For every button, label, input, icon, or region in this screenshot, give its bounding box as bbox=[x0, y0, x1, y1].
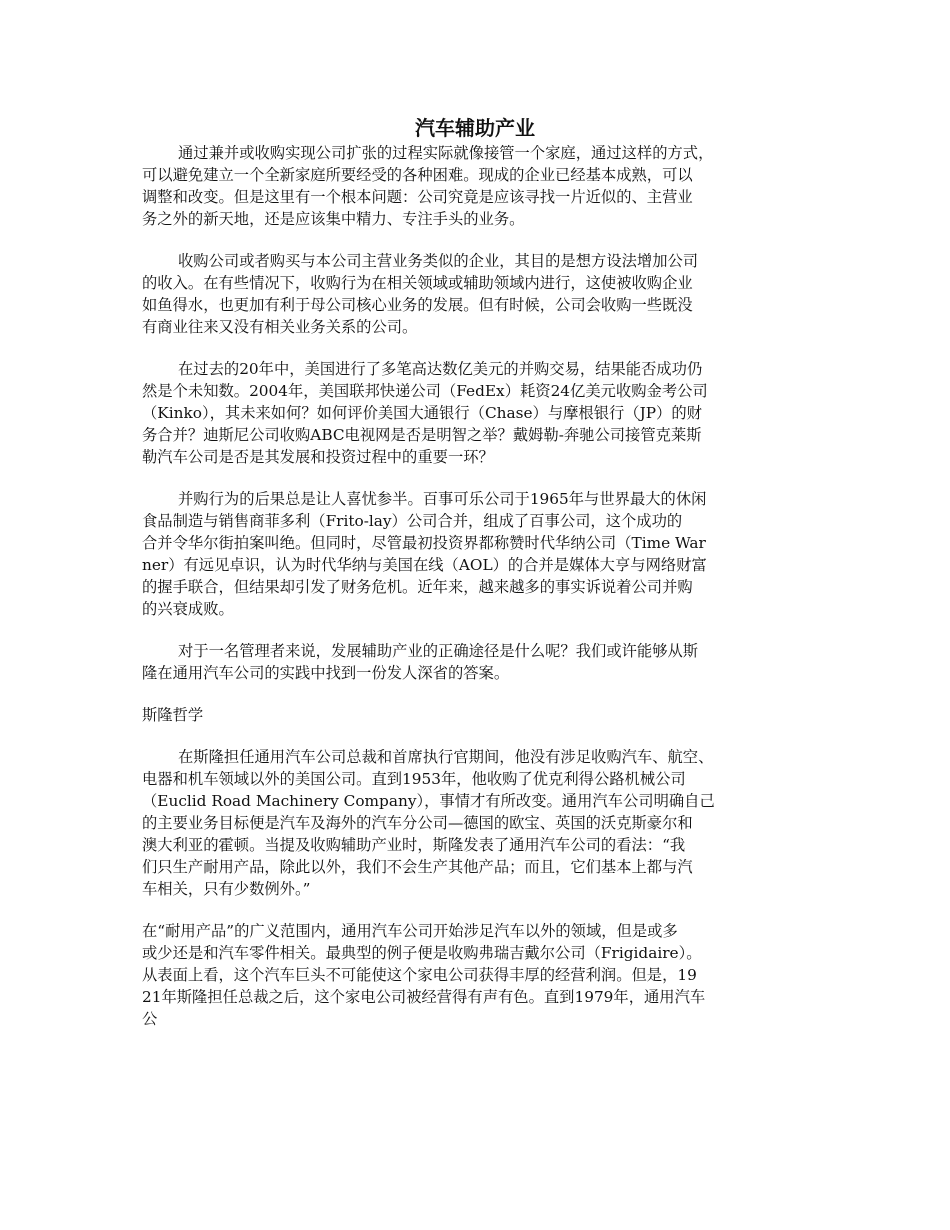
text-line: 调整和改变。但是这里有一个根本问题：公司究竟是应该寻找一片近似的、主营业 bbox=[142, 188, 693, 206]
text-line: 隆在通用汽车公司的实践中找到一份发人深省的答案。 bbox=[142, 664, 510, 682]
text-line: 21年斯隆担任总裁之后，这个家电公司被经营得有声有色。直到1979年，通用汽车 bbox=[142, 988, 706, 1006]
text-line: 然是个未知数。2004年，美国联邦快递公司（FedEx）耗资24亿美元收购金考公司 bbox=[142, 382, 708, 400]
text-line: 公 bbox=[142, 1010, 158, 1028]
text-line: 在过去的20年中，美国进行了多笔高达数亿美元的并购交易，结果能否成功仍 bbox=[178, 360, 703, 378]
document-title: 汽车辅助产业 bbox=[415, 116, 535, 140]
text-line: 在“耐用产品”的广义范围内，通用汽车公司开始涉足汽车以外的领域，但是或多 bbox=[142, 922, 678, 940]
text-line: 合并令华尔街拍案叫绝。但同时，尽管最初投资界都称赞时代华纳公司（Time War bbox=[142, 534, 706, 552]
text-line: 的握手联合，但结果却引发了财务危机。近年来，越来越多的事实诉说着公司并购 bbox=[142, 578, 693, 596]
text-line: 勒汽车公司是否是其发展和投资过程中的重要一环？ bbox=[142, 448, 494, 466]
text-line: 通过兼并或收购实现公司扩张的过程实际就像接管一个家庭，通过这样的方式， bbox=[178, 144, 714, 162]
text-line: 的主要业务目标便是汽车及海外的汽车分公司—德国的欧宝、英国的沃克斯豪尔和 bbox=[142, 814, 693, 832]
text-line: （Euclid Road Machinery Company），事情才有所改变。通用汽车公司明确自己 bbox=[142, 792, 715, 810]
section-heading: 斯隆哲学 bbox=[142, 706, 204, 724]
text-line: 对于一名管理者来说，发展辅助产业的正确途径是什么呢？我们或许能够从斯 bbox=[178, 642, 699, 660]
text-line: 在斯隆担任通用汽车公司总裁和首席执行官期间，他没有涉足收购汽车、航空、 bbox=[178, 748, 714, 766]
text-line: 的兴衰成败。 bbox=[142, 600, 234, 618]
text-line: 务合并？迪斯尼公司收购ABC电视网是否是明智之举？戴姆勒-奔驰公司接管克莱斯 bbox=[142, 426, 702, 444]
text-line: 并购行为的后果总是让人喜忧参半。百事可乐公司于1965年与世界最大的休闲 bbox=[178, 490, 707, 508]
text-line: 收购公司或者购买与本公司主营业务类似的企业，其目的是想方设法增加公司 bbox=[178, 252, 699, 270]
text-line: 食品制造与销售商菲多利（Frito-lay）公司合并，组成了百事公司，这个成功的 bbox=[142, 512, 683, 530]
text-line: 从表面上看，这个汽车巨头不可能使这个家电公司获得丰厚的经营利润。但是，19 bbox=[142, 966, 697, 984]
text-line: 有商业往来又没有相关业务关系的公司。 bbox=[142, 318, 418, 336]
text-line: 或少还是和汽车零件相关。最典型的例子便是收购弗瑞吉戴尔公司（Frigidaire）。 bbox=[142, 944, 702, 962]
text-line: 车相关，只有少数例外。” bbox=[142, 880, 311, 898]
text-line: 的收入。在有些情况下，收购行为在相关领域或辅助领域内进行，这使被收购企业 bbox=[142, 274, 693, 292]
text-line: 们只生产耐用产品，除此以外，我们不会生产其他产品；而且，它们基本上都与汽 bbox=[142, 858, 693, 876]
text-line: ner）有远见卓识，认为时代华纳与美国在线（AOL）的合并是媒体大亨与网络财富 bbox=[142, 556, 707, 574]
text-line: 可以避免建立一个全新家庭所要经受的各种困难。现成的企业已经基本成熟，可以 bbox=[142, 166, 693, 184]
text-line: 电器和机车领域以外的美国公司。直到1953年，他收购了优克利得公路机械公司 bbox=[142, 770, 686, 788]
text-line: 如鱼得水，也更加有利于母公司核心业务的发展。但有时候，公司会收购一些既没 bbox=[142, 296, 693, 314]
text-line: 澳大利亚的霍顿。当提及收购辅助产业时，斯隆发表了通用汽车公司的看法：“我 bbox=[142, 836, 686, 854]
text-line: （Kinko），其未来如何？如何评价美国大通银行（Chase）与摩根银行（JP）的财 bbox=[142, 404, 702, 422]
text-line: 务之外的新天地，还是应该集中精力、专注手头的业务。 bbox=[142, 210, 525, 228]
